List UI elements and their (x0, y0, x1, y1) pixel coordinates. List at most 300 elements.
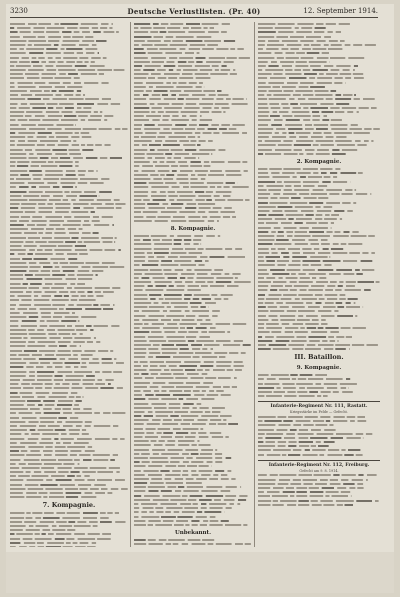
text-smudge (206, 191, 213, 193)
text-smudge (10, 291, 23, 293)
text-smudge (209, 332, 225, 334)
text-smudge (170, 461, 179, 463)
text-smudge (21, 94, 32, 96)
text-smudge (268, 189, 281, 191)
text-smudge (304, 483, 313, 485)
text-smudge (337, 504, 343, 506)
text-smudge (323, 260, 341, 262)
text-smudge (54, 249, 71, 251)
text-smudge (73, 341, 85, 343)
text-smudge (296, 32, 312, 34)
text-smudge (100, 304, 110, 306)
text-smudge (143, 507, 154, 509)
text-smudge (209, 212, 219, 214)
text-smudge (75, 124, 76, 126)
text-smudge (269, 99, 286, 101)
text-smudge (171, 94, 176, 96)
text-smudge (200, 120, 212, 122)
text-smudge (278, 145, 292, 147)
text-smudge (62, 32, 71, 34)
text-smudge (333, 252, 348, 254)
text-smudge (52, 392, 68, 394)
text-smudge (112, 224, 114, 226)
text-smudge (189, 220, 205, 222)
text-smudge (144, 124, 154, 126)
text-smudge (26, 492, 37, 494)
text-smudge (164, 332, 175, 334)
text-smudge (115, 203, 125, 205)
text-smudge (258, 277, 264, 279)
text-smudge (10, 57, 19, 59)
text-smudge (62, 187, 73, 189)
text-smudge (63, 425, 73, 427)
text-smudge (172, 115, 178, 117)
text-smudge (258, 120, 271, 122)
text-smudge (272, 504, 283, 506)
text-smudge (313, 48, 327, 50)
text-smudge (20, 32, 31, 34)
text-smudge (152, 61, 164, 63)
text-smudge (102, 99, 111, 101)
text-smudge (100, 27, 107, 29)
text-smudge (134, 311, 139, 313)
text-smudge (43, 408, 52, 410)
text-smudge (103, 57, 107, 59)
text-smudge (334, 82, 342, 84)
text-smudge (329, 425, 333, 427)
text-smudge (28, 237, 40, 239)
text-smudge (258, 231, 268, 233)
text-smudge (200, 453, 212, 455)
text-smudge (218, 235, 220, 237)
text-smudge (332, 149, 339, 151)
text-smudge (294, 145, 311, 147)
text-smudge (335, 111, 344, 113)
text-smudge (56, 442, 60, 444)
text-smudge (335, 168, 340, 170)
text-smudge (134, 539, 146, 541)
text-smudge (18, 140, 25, 142)
text-smudge (134, 499, 150, 501)
text-smudge (245, 544, 251, 546)
text-smudge (192, 153, 209, 155)
text-smudge (221, 394, 231, 396)
text-smudge (82, 233, 91, 235)
text-smudge (352, 344, 364, 346)
text-smudge (214, 499, 221, 501)
text-smudge (188, 499, 196, 501)
text-smudge (352, 231, 358, 233)
text-smudge (335, 290, 341, 292)
text-smudge (83, 94, 85, 96)
text-smudge (185, 248, 196, 250)
text-smudge (196, 516, 207, 518)
text-smudge (178, 486, 184, 488)
text-smudge (19, 546, 27, 547)
text-smudge (70, 283, 75, 285)
text-smudge (45, 249, 53, 251)
text-smudge (45, 170, 62, 172)
text-smudge (320, 479, 328, 481)
text-smudge (235, 369, 242, 371)
text-smudge (120, 438, 125, 440)
text-smudge (199, 124, 208, 126)
text-smudge (179, 78, 193, 80)
text-smudge (114, 241, 115, 243)
text-smudge (170, 44, 188, 46)
text-smudge (346, 302, 351, 304)
text-smudge (10, 136, 25, 138)
text-smudge (153, 453, 159, 455)
text-smudge (56, 513, 65, 515)
text-smudge (153, 199, 166, 201)
text-smudge (342, 107, 356, 109)
text-smudge (354, 94, 356, 96)
text-smudge (195, 132, 201, 134)
text-smudge (201, 491, 217, 493)
text-smudge (58, 467, 72, 469)
text-smudge (42, 120, 58, 122)
text-smudge (363, 99, 375, 101)
text-smudge (268, 40, 279, 42)
text-smudge (10, 383, 18, 385)
text-smudge (148, 256, 154, 258)
text-smudge (296, 491, 307, 493)
text-smudge (226, 457, 232, 459)
text-smudge (25, 115, 32, 117)
text-smudge (75, 65, 87, 67)
text-smudge (174, 244, 181, 246)
text-smudge (10, 170, 27, 172)
text-smudge (134, 103, 147, 105)
text-smudge (310, 65, 321, 67)
text-smudge (164, 107, 182, 109)
text-smudge (105, 203, 114, 205)
text-smudge (134, 323, 143, 325)
text-smudge (49, 496, 64, 498)
text-smudge (80, 333, 83, 335)
text-smudge (28, 182, 44, 184)
text-smudge (26, 111, 42, 113)
text-smudge (105, 249, 116, 251)
text-smudge (147, 40, 161, 42)
text-smudge (190, 115, 197, 117)
text-smudge (153, 382, 166, 384)
text-smudge (41, 78, 53, 80)
text-smudge (279, 277, 283, 279)
text-smudge (134, 453, 139, 455)
text-smudge (296, 383, 313, 385)
text-smudge (324, 115, 328, 117)
text-smudge (234, 340, 243, 342)
text-smudge (258, 302, 263, 304)
text-smudge (223, 216, 230, 218)
text-smudge (55, 538, 65, 540)
text-smudge (199, 466, 209, 468)
text-smudge (225, 524, 241, 526)
text-smudge (200, 69, 212, 71)
text-smudge (182, 512, 195, 514)
text-smudge (24, 233, 37, 235)
text-smudge (169, 403, 180, 405)
text-smudge (300, 374, 313, 376)
text-smudge (62, 266, 78, 268)
text-smudge (10, 216, 19, 218)
text-smudge (56, 207, 71, 209)
text-smudge (296, 140, 313, 142)
text-smudge (353, 44, 362, 46)
text-smudge (306, 214, 314, 216)
text-smudge (151, 57, 166, 59)
text-smudge (258, 86, 271, 88)
text-smudge (273, 348, 290, 350)
text-smudge (272, 136, 286, 138)
text-smudge (318, 269, 334, 271)
text-smudge (29, 333, 46, 335)
page-header (10, 7, 378, 16)
text-smudge (196, 327, 207, 329)
text-smudge (183, 470, 188, 472)
text-smudge (85, 492, 93, 494)
text-smudge (169, 407, 181, 409)
text-smudge (10, 199, 27, 201)
text-smudge (354, 65, 358, 67)
text-smudge (180, 503, 191, 505)
text-smudge (358, 172, 363, 174)
text-smudge (93, 32, 101, 34)
text-smudge (10, 417, 19, 419)
text-smudge (272, 319, 279, 321)
text-smudge (63, 40, 80, 42)
text-smudge (173, 319, 180, 321)
text-smudge (266, 260, 275, 262)
text-smudge (152, 107, 162, 109)
text-smudge (96, 341, 100, 343)
text-smudge (202, 48, 214, 50)
text-smudge (85, 421, 92, 423)
text-smudge (276, 128, 285, 130)
text-smudge (134, 248, 152, 250)
text-smudge (150, 457, 168, 459)
text-smudge (32, 383, 43, 385)
text-smudge (185, 524, 189, 526)
text-smudge (271, 107, 281, 109)
text-smudge (61, 434, 67, 436)
text-smudge (61, 120, 78, 122)
text-smudge (40, 308, 58, 310)
text-smudge (134, 107, 149, 109)
text-smudge (25, 149, 32, 151)
text-smudge (225, 248, 232, 250)
text-smudge (10, 379, 20, 381)
text-smudge (209, 94, 216, 96)
text-smudge (134, 512, 139, 514)
text-smudge (212, 111, 222, 113)
text-smudge (34, 295, 38, 297)
text-smudge (313, 420, 324, 422)
text-smudge (55, 367, 63, 369)
text-smudge (205, 411, 210, 413)
text-smudge (206, 495, 223, 497)
text-smudge (140, 361, 148, 363)
text-smudge (258, 48, 263, 50)
text-smudge (134, 48, 144, 50)
text-smudge (274, 120, 283, 122)
text-smudge (47, 182, 57, 184)
text-smudge (305, 323, 318, 325)
text-smudge (75, 187, 77, 189)
text-smudge (222, 65, 227, 67)
text-smudge (191, 187, 208, 189)
text-smudge (113, 371, 122, 373)
text-smudge (368, 235, 375, 237)
text-smudge (274, 227, 281, 229)
text-smudge (10, 207, 18, 209)
text-smudge (298, 294, 313, 296)
text-smudge (299, 86, 309, 88)
text-smudge (184, 90, 202, 92)
text-smudge (334, 210, 344, 212)
text-smudge (117, 388, 123, 390)
text-smudge (74, 459, 80, 461)
text-smudge (279, 111, 288, 113)
text-smudge (92, 220, 100, 222)
text-smudge (92, 44, 97, 46)
text-smudge (309, 78, 315, 80)
text-smudge (183, 27, 189, 29)
text-smudge (23, 36, 36, 38)
text-smudge (29, 525, 34, 527)
text-smudge (333, 420, 347, 422)
text-smudge (278, 445, 286, 447)
text-smudge (102, 82, 109, 84)
text-smudge (171, 302, 188, 304)
text-smudge (10, 488, 26, 490)
text-smudge (173, 394, 191, 396)
text-smudge (166, 507, 182, 509)
text-smudge (51, 475, 65, 477)
text-smudge (215, 103, 229, 105)
text-smudge (73, 408, 80, 410)
text-smudge (354, 132, 370, 134)
text-smudge (68, 304, 74, 306)
text-smudge (233, 69, 235, 71)
text-smudge (196, 78, 211, 80)
text-smudge (100, 388, 113, 390)
text-smudge (142, 461, 150, 463)
text-smudge (171, 203, 183, 205)
text-smudge (22, 258, 32, 260)
text-smudge (348, 57, 364, 59)
text-smudge (166, 111, 179, 113)
text-smudge (201, 332, 207, 334)
text-smudge (158, 428, 171, 430)
text-smudge (311, 244, 320, 246)
text-smudge (342, 193, 353, 195)
text-smudge (101, 178, 109, 180)
text-smudge (111, 325, 119, 327)
text-smudge (52, 300, 69, 302)
text-smudge (364, 140, 369, 142)
text-smudge (70, 262, 84, 264)
text-smudge (196, 199, 205, 201)
text-smudge (174, 524, 184, 526)
text-smudge (54, 237, 70, 239)
text-smudge (59, 333, 71, 335)
text-smudge (295, 90, 312, 92)
text-smudge (367, 344, 378, 346)
text-smudge (179, 140, 189, 142)
text-smudge (235, 277, 238, 279)
text-smudge (284, 153, 298, 155)
text-smudge (336, 103, 349, 105)
text-smudge (38, 233, 43, 235)
text-smudge (10, 115, 23, 117)
text-smudge (310, 491, 324, 493)
text-smudge (175, 269, 183, 271)
text-smudge (211, 348, 214, 350)
text-smudge (200, 524, 207, 526)
text-smudge (186, 23, 200, 25)
text-smudge (258, 177, 269, 179)
text-smudge (10, 333, 27, 335)
text-smudge (367, 475, 377, 477)
text-smudge (83, 517, 97, 519)
text-smudge (166, 361, 181, 363)
text-smudge (191, 432, 196, 434)
text-smudge (18, 308, 28, 310)
text-smudge (85, 308, 101, 310)
text-smudge (10, 471, 23, 473)
text-smudge (201, 399, 214, 401)
text-smudge (39, 212, 53, 214)
text-smudge (24, 459, 40, 461)
text-smudge (276, 36, 288, 38)
text-smudge (21, 325, 37, 327)
text-smudge (357, 416, 365, 418)
text-smudge (114, 69, 125, 71)
text-smudge (44, 463, 62, 465)
text-smudge (149, 306, 164, 308)
text-smudge (271, 248, 276, 250)
text-smudge (80, 542, 89, 544)
casualty-entry (10, 495, 128, 499)
text-smudge (324, 36, 331, 38)
text-smudge (25, 484, 39, 486)
text-smudge (69, 434, 79, 436)
text-smudge (180, 323, 197, 325)
text-smudge (220, 415, 232, 417)
text-smudge (293, 425, 301, 427)
text-smudge (205, 369, 209, 371)
text-smudge (17, 166, 28, 168)
text-smudge (91, 203, 102, 205)
text-smudge (284, 395, 296, 397)
text-smudge (200, 407, 209, 409)
text-smudge (258, 185, 264, 187)
text-smudge (342, 149, 357, 151)
text-smudge (303, 425, 313, 427)
text-smudge (293, 94, 301, 96)
text-smudge (74, 442, 89, 444)
text-smudge (10, 450, 19, 452)
text-smudge (66, 308, 82, 310)
text-smudge (210, 516, 216, 518)
text-smudge (93, 459, 108, 461)
text-smudge (313, 172, 318, 174)
text-smudge (188, 285, 199, 287)
text-smudge (192, 348, 200, 350)
